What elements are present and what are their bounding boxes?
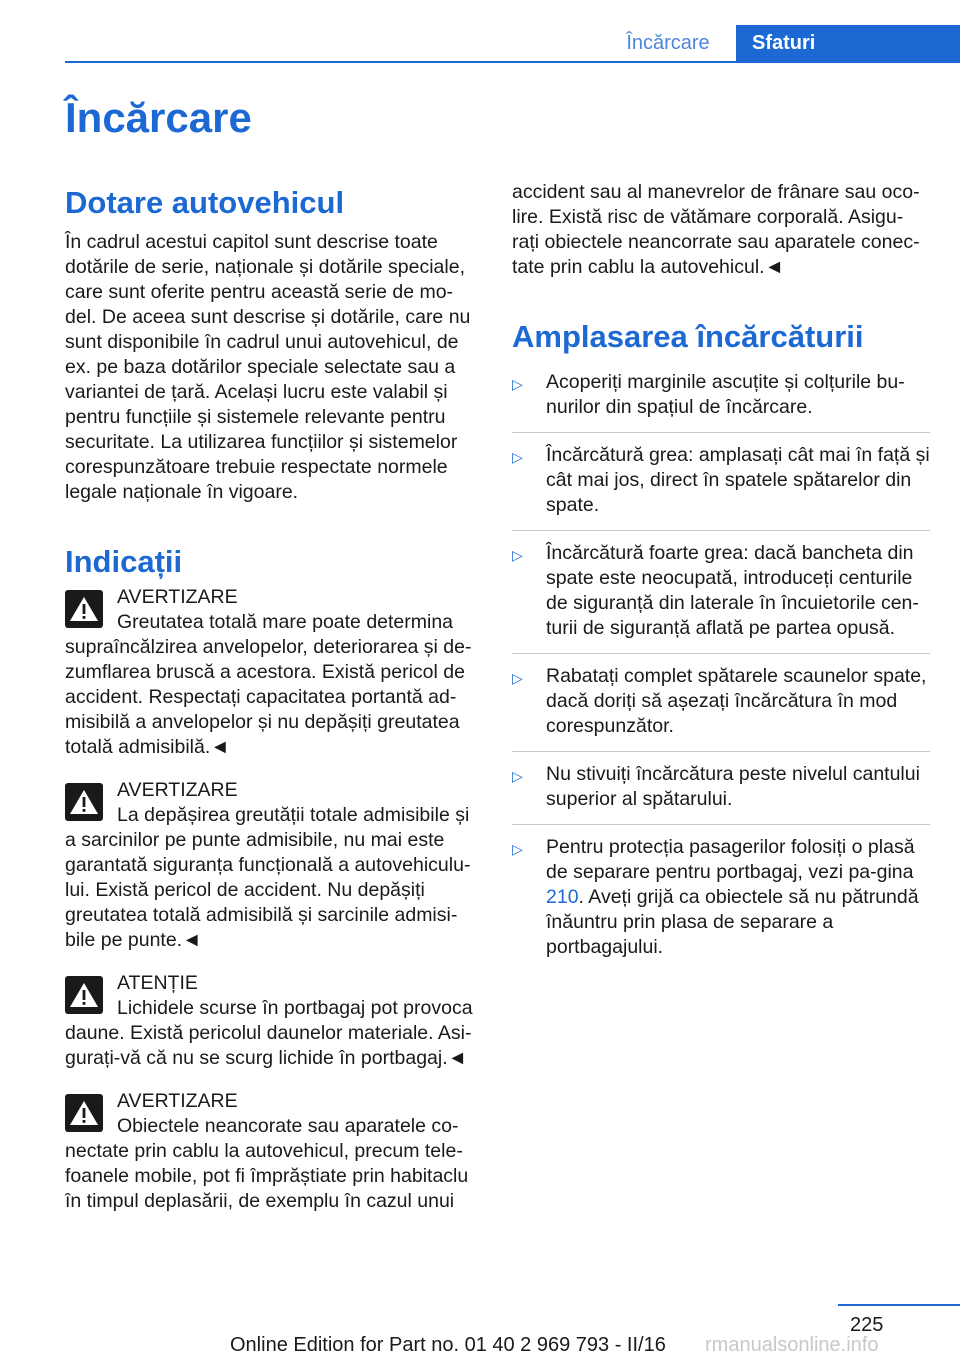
warning-title: AVERTIZARE — [117, 1090, 238, 1112]
page-number: 225 — [850, 1314, 884, 1336]
warning-title: AVERTIZARE — [117, 779, 238, 801]
list-item: ▷ Acoperiți marginile ascuțite și colțurile bu-nurilor din spațiul de încărcare. — [512, 370, 930, 433]
warning-block — [65, 1089, 480, 1214]
watermark: rmanualsonline.info — [705, 1334, 879, 1356]
edition-note: Online Edition for Part no. 01 40 2 969 793 - II/16 — [230, 1334, 666, 1356]
section-heading-amplasare: Amplasarea încărcăturii — [512, 319, 864, 354]
warning-triangle-icon — [65, 783, 103, 821]
warning-text-first-line: Obiectele neancorate sau aparatele co- — [117, 1115, 459, 1137]
header-chapter-tab[interactable]: Sfaturi — [736, 25, 960, 61]
left-column — [65, 180, 480, 1214]
triangle-bullet-icon: ▷ — [512, 376, 523, 392]
page-reference-link[interactable]: 210 — [546, 886, 579, 908]
triangle-bullet-icon: ▷ — [512, 449, 523, 465]
triangle-bullet-icon: ▷ — [512, 547, 523, 563]
list-item: ▷ Încărcătură grea: amplasați cât mai în față și cât mai jos, direct în spatele spătarelor din spate. — [512, 443, 930, 531]
header-rule — [65, 61, 960, 63]
warning-block — [65, 778, 480, 953]
warning-text: supraîncălzirea anvelopelor, deteriorarea și de-zumflarea bruscă a acestora. Există pericol de accident. Respectați capacitatea portantă ad-misibilă a anvelopelor și nu depășiți greutatea totală admisibilă.◄ — [65, 636, 472, 758]
caution-block — [65, 971, 480, 1071]
triangle-bullet-icon: ▷ — [512, 841, 523, 857]
triangle-bullet-icon: ▷ — [512, 670, 523, 686]
warning-text: a sarcinilor pe punte admisibile, nu mai este garantată siguranța funcțională a autovehiculu-lui. Există pericol de accident. Nu depășiți greutatea totală admisibilă și sarcinile admisi-bile pe punte.◄ — [65, 829, 471, 951]
list-item: ▷ Încărcătură foarte grea: dacă bancheta din spate este neocupată, introduceți centurile de siguranță din laterale în încuietorile cen-turii de siguranță aflată pe partea opusă. — [512, 541, 930, 654]
warning-title: ATENȚIE — [117, 972, 198, 994]
warning-text-continuation: accident sau al manevrelor de frânare sau oco-lire. Există risc de vătămare corporală. Asigu-rați obiectele neancorrate sau aparatele conec-tate prin cablu la autovehicul.◄ — [512, 181, 920, 278]
dotare-body: În cadrul acestui capitol sunt descrise toate dotările de serie, naționale și dotările speciale, care sunt oferite pentru această serie de mo-del. De aceea sunt descrise și dotările, care nu sunt disponibile în cadrul unui autovehicul, de ex. pe baza dotărilor speciale selectate sau a variantei de țară. Același lucru este valabil și pentru funcțiile și sistemele relevante pentru securitate. La utilizarea funcțiilor și sistemelor corespunzătoare trebuie respectate normele legale naționale în vigoare. — [65, 231, 471, 503]
footer-rule — [838, 1304, 960, 1306]
warning-triangle-icon — [65, 590, 103, 628]
warning-triangle-icon — [65, 1094, 103, 1132]
right-column — [512, 180, 930, 982]
warning-text-first-line: Greutatea totală mare poate determina — [117, 611, 454, 633]
header-section-label: Încărcare — [626, 32, 710, 54]
warning-text-first-line: Lichidele scurse în portbagaj pot provoca — [117, 997, 473, 1019]
warning-text: nectate prin cablu la autovehicul, precum tele-foanele mobile, pot fi împrăștiate prin habitaclu în timpul deplasării, de exemplu în cazul unui — [65, 1140, 469, 1212]
section-heading-dotare: Dotare autovehicul — [65, 185, 345, 220]
warning-title: AVERTIZARE — [117, 586, 238, 608]
warning-block — [65, 585, 480, 760]
page-title: Încărcare — [65, 94, 252, 141]
triangle-bullet-icon: ▷ — [512, 768, 523, 784]
list-item: ▷ Nu stivuiți încărcătura peste nivelul cantului superior al spătarului. — [512, 762, 930, 825]
loading-tips-list — [512, 370, 930, 972]
warnings-list — [65, 585, 480, 1214]
warning-text: daune. Există pericolul daunelor materiale. Asi-gurați-vă că nu se scurg lichide în portbagaj.◄ — [65, 1022, 472, 1069]
section-heading-indicatii: Indicații — [65, 544, 183, 579]
warning-text-first-line: La depășirea greutății totale admisibile și — [117, 804, 470, 826]
list-item: ▷ Pentru protecția pasagerilor folosiți o plasă de separare pentru portbagaj, vezi pa-gina 210. Aveți grijă ca obiectele să nu pătrundă înăuntru prin plasa de separare a portbagajului. — [512, 836, 919, 958]
list-item: ▷ Rabatați complet spătarele scaunelor spate, dacă doriți să așezați încărcătura în mod corespunzător. — [512, 664, 930, 752]
warning-triangle-icon — [65, 976, 103, 1014]
